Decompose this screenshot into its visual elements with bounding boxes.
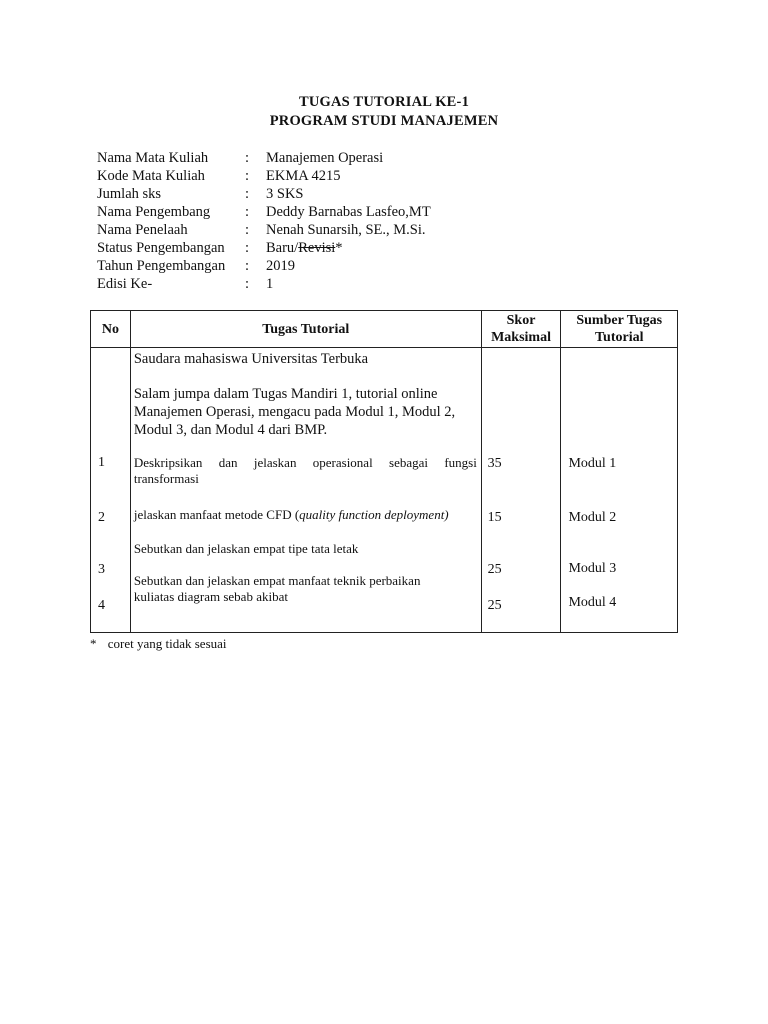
sumber-3: Modul 3 — [568, 561, 617, 576]
course-info — [97, 149, 431, 293]
header-sumber — [561, 311, 678, 348]
table-header-row — [91, 311, 678, 348]
status-plain: Baru/ — [266, 240, 299, 256]
status-asterisk: * — [335, 240, 343, 256]
document-subtitle: PROGRAM STUDI MANAJEMEN — [269, 113, 499, 129]
task-table — [90, 310, 678, 633]
task-1-line-2: transformasi — [133, 471, 199, 486]
meta-label: Edisi Ke- — [97, 276, 153, 292]
meta-row-credits — [97, 185, 431, 203]
task-2 — [134, 507, 449, 523]
document-title: TUGAS TUTORIAL KE-1 — [298, 94, 470, 110]
meta-label: Nama Penelaah — [97, 222, 188, 238]
table-body-row — [91, 348, 678, 633]
status-struck: Revisi — [298, 240, 336, 256]
row-number-4: 4 — [98, 598, 105, 613]
meta-value: Nenah Sunarsih, SE., M.Si. — [266, 222, 426, 238]
sumber-4: Modul 4 — [568, 595, 617, 610]
intro-line-1: Salam jumpa dalam Tugas Mandiri 1, tutorial online — [133, 386, 438, 402]
meta-colon: : — [245, 150, 250, 166]
meta-row-status — [97, 239, 431, 257]
meta-label: Jumlah sks — [97, 186, 162, 202]
header-skor — [481, 311, 561, 348]
row-number-2: 2 — [98, 510, 105, 525]
meta-value: 2019 — [266, 258, 295, 274]
row-number-3: 3 — [98, 562, 105, 577]
task-4-line-2: kuliatas diagram sebab akibat — [133, 589, 288, 604]
meta-value: Deddy Barnabas Lasfeo,MT — [266, 204, 431, 220]
meta-label: Status Pengembangan — [97, 240, 225, 256]
skor-4: 25 — [487, 598, 502, 613]
meta-value — [266, 239, 343, 257]
meta-label: Kode Mata Kuliah — [97, 168, 205, 184]
row-number-1: 1 — [98, 455, 105, 470]
meta-colon: : — [245, 258, 250, 274]
task-1-line-1: Deskripsikan dan jelaskan operasional sebagai fungsi — [133, 455, 477, 470]
header-skor-line2: Maksimal — [491, 330, 551, 345]
header-no: No — [91, 311, 131, 348]
footnote-asterisk: * — [90, 636, 97, 651]
meta-row-course-name — [97, 149, 431, 167]
meta-colon: : — [245, 276, 250, 292]
meta-colon: : — [245, 240, 250, 256]
header-sumber-line2: Tutorial — [594, 330, 644, 345]
meta-label: Nama Pengembang — [97, 204, 211, 220]
meta-row-year — [97, 257, 431, 275]
header-skor-line1: Skor — [506, 313, 536, 328]
footnote-text: coret yang tidak sesuai — [107, 636, 227, 651]
meta-value: Manajemen Operasi — [266, 150, 384, 166]
task-3: Sebutkan dan jelaskan empat tipe tata letak — [133, 541, 359, 556]
meta-colon: : — [245, 222, 250, 238]
intro-line-2: Manajemen Operasi, mengacu pada Modul 1, Modul 2, — [133, 404, 456, 420]
sumber-column-cell — [561, 348, 678, 633]
sumber-2: Modul 2 — [568, 510, 617, 525]
meta-row-edition — [97, 275, 431, 293]
meta-value: EKMA 4215 — [266, 168, 341, 184]
meta-colon: : — [245, 186, 250, 202]
meta-value: 1 — [266, 276, 274, 292]
meta-label: Nama Mata Kuliah — [97, 150, 209, 166]
footnote — [90, 636, 227, 652]
task-column-cell — [130, 348, 481, 633]
skor-1: 35 — [487, 456, 502, 471]
skor-2: 15 — [487, 510, 502, 525]
task-2-prefix: jelaskan manfaat metode CFD ( — [133, 507, 300, 522]
header-task: Tugas Tutorial — [130, 311, 481, 348]
meta-label: Tahun Pengembangan — [97, 258, 226, 274]
meta-value: 3 SKS — [266, 186, 304, 202]
meta-row-reviewer — [97, 221, 431, 239]
meta-row-developer — [97, 203, 431, 221]
intro-greeting: Saudara mahasiswa Universitas Terbuka — [133, 351, 369, 367]
skor-column-cell — [481, 348, 561, 633]
meta-colon: : — [245, 204, 250, 220]
meta-colon: : — [245, 168, 250, 184]
no-column-cell — [91, 348, 131, 633]
intro-line-3: Modul 3, dan Modul 4 dari BMP. — [133, 422, 328, 438]
sumber-1: Modul 1 — [568, 456, 617, 471]
skor-3: 25 — [487, 562, 502, 577]
meta-row-course-code — [97, 167, 431, 185]
task-2-italic: quality function deployment) — [299, 507, 449, 522]
header-sumber-line1: Sumber Tugas — [576, 313, 663, 328]
task-4-line-1: Sebutkan dan jelaskan empat manfaat teknik perbaikan — [133, 573, 421, 588]
